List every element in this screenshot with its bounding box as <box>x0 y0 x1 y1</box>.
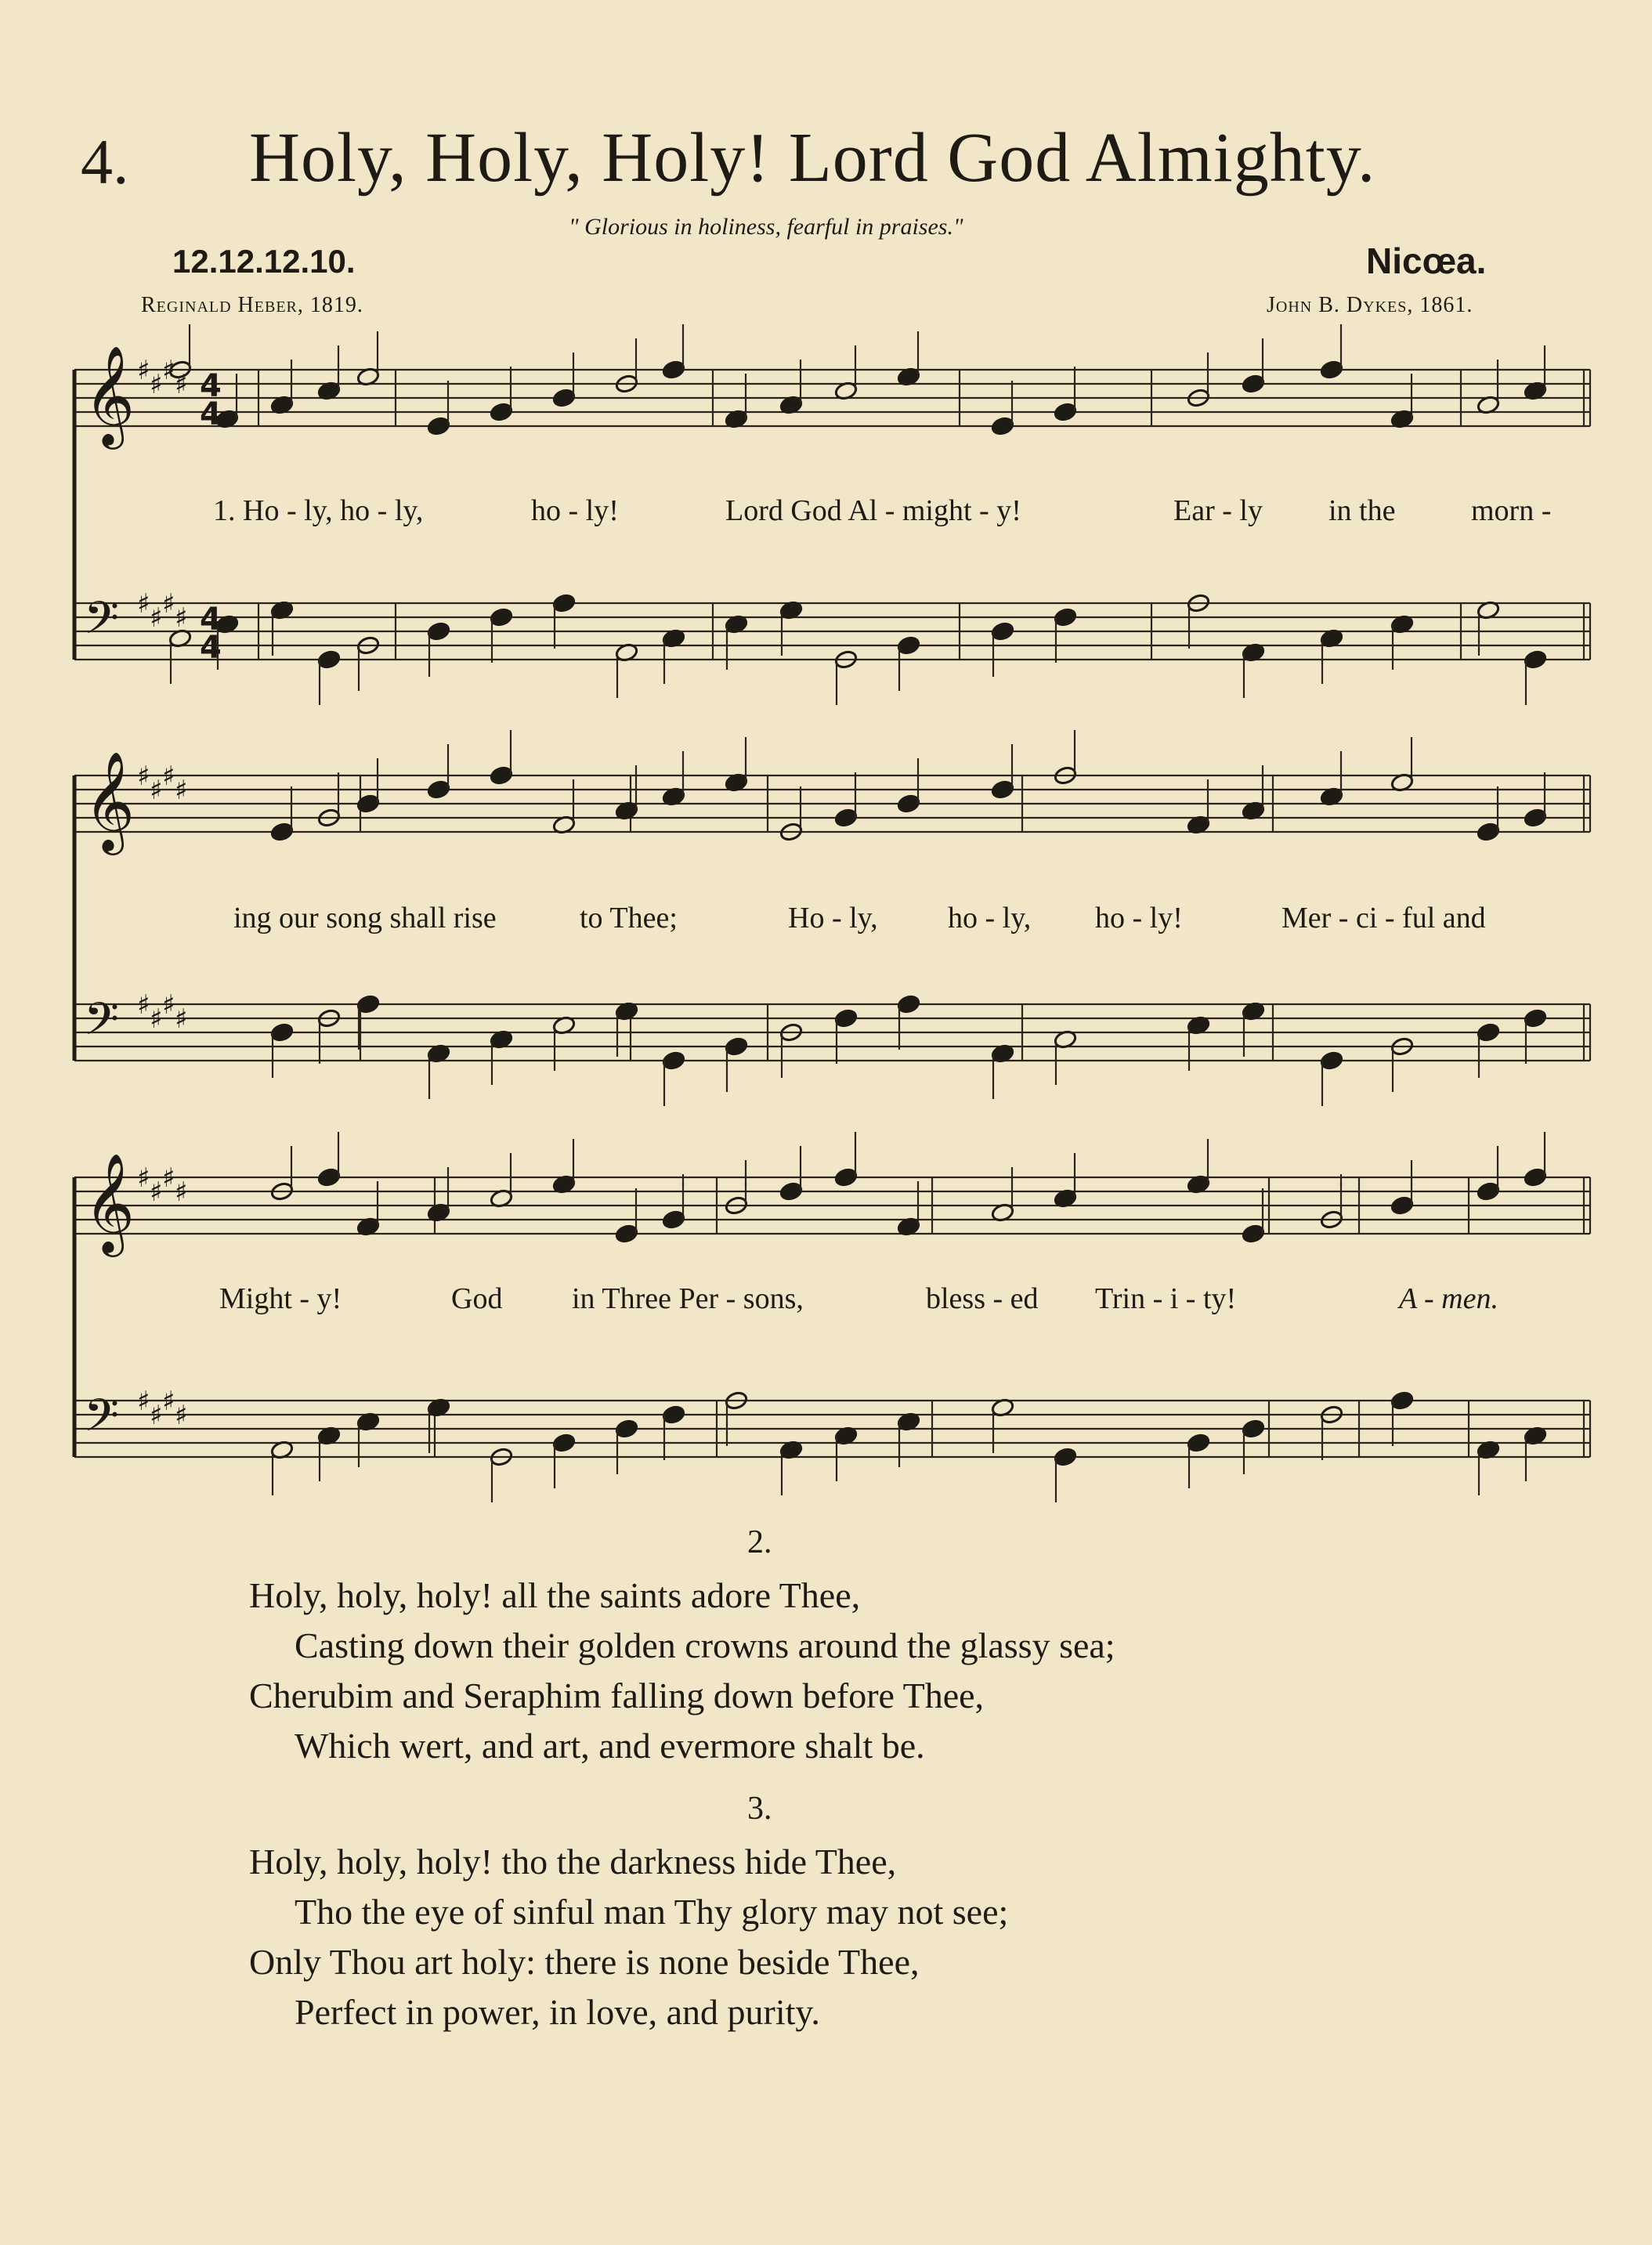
note-head <box>662 1050 686 1071</box>
note-head <box>834 1008 859 1029</box>
stanza-3-number: 3. <box>747 1791 772 1827</box>
tune-name: Nicœa. <box>1366 240 1487 281</box>
sharp-icon: ♯ <box>162 989 175 1021</box>
meter: 12.12.12.10. <box>172 243 356 280</box>
lyric-s2-2: to Thee; <box>580 902 678 935</box>
note-head <box>1524 808 1548 828</box>
lyric-s1-5: in the <box>1328 494 1396 527</box>
treble-clef-icon: 𝄞 <box>84 345 136 445</box>
lyric-s3-4: bless - ed <box>926 1282 1039 1315</box>
sharp-icon: ♯ <box>137 761 150 792</box>
note-head <box>662 1209 686 1230</box>
note-head <box>1477 822 1501 842</box>
stanza-2 <box>249 1571 1115 1771</box>
music-system-3 <box>74 1132 1590 1502</box>
sharp-icon: ♯ <box>162 761 175 792</box>
time-signature: 4 <box>200 630 222 666</box>
time-signature: 4 <box>200 396 222 432</box>
note-head <box>1242 1224 1266 1244</box>
stanza-2-line-2: Casting down their golden crowns around the glassy sea; <box>295 1625 1115 1665</box>
bass-clef-icon: 𝄢 <box>84 591 120 656</box>
lyric-s1-6: morn - <box>1471 494 1552 527</box>
sharp-icon: ♯ <box>162 588 175 620</box>
lyric-s1-3: Lord God Al - might - y! <box>725 494 1021 527</box>
note-head <box>897 994 921 1014</box>
note-head <box>897 794 921 814</box>
sharp-icon: ♯ <box>150 1400 163 1431</box>
note-head <box>834 1167 859 1188</box>
note-head <box>490 765 514 786</box>
time-signature: 4 <box>200 602 222 638</box>
note-head <box>1524 649 1548 670</box>
note-head <box>1242 1419 1266 1439</box>
note-head <box>1390 1390 1415 1411</box>
note-head <box>991 779 1015 800</box>
author: Reginald Heber, 1819. <box>141 293 363 317</box>
bass-staff-3 <box>74 1386 1590 1502</box>
sharp-icon: ♯ <box>175 369 188 400</box>
sharp-icon: ♯ <box>150 775 163 806</box>
stanza-2-line-4: Which wert, and art, and evermore shalt be. <box>295 1726 925 1766</box>
note-head <box>1320 1050 1344 1071</box>
sharp-icon: ♯ <box>137 1162 150 1194</box>
stanza-3-line-1: Holy, holy, holy! tho the darkness hide Thee, <box>249 1842 897 1882</box>
lyric-s2-1: ing our song shall rise <box>233 902 497 935</box>
sharp-icon: ♯ <box>137 588 150 620</box>
note-head <box>552 388 577 408</box>
note-head <box>615 1419 639 1439</box>
note-head <box>552 593 577 613</box>
note-head <box>317 649 342 670</box>
sharp-icon: ♯ <box>150 602 163 634</box>
note-head <box>991 621 1015 642</box>
sharp-icon: ♯ <box>175 602 188 634</box>
sharp-icon: ♯ <box>175 775 188 806</box>
lyric-s3-5: Trin - i - ty! <box>1095 1282 1237 1315</box>
lyric-s3-1: Might - y! <box>219 1282 342 1315</box>
note-head <box>1524 1008 1548 1029</box>
sharp-icon: ♯ <box>150 1003 163 1035</box>
note-head <box>897 635 921 656</box>
note-head <box>1320 360 1344 380</box>
sharp-icon: ♯ <box>175 1003 188 1035</box>
note-head <box>1477 1022 1501 1043</box>
note-head <box>834 808 859 828</box>
bass-clef-icon: 𝄢 <box>84 1389 120 1453</box>
note-head <box>662 360 686 380</box>
note-head <box>490 607 514 627</box>
composer: John B. Dykes, 1861. <box>1267 293 1473 317</box>
sharp-icon: ♯ <box>162 1386 175 1417</box>
lyric-s2-5: ho - ly! <box>1095 902 1183 935</box>
stanza-3 <box>249 1837 1008 2037</box>
note-head <box>991 416 1015 436</box>
sharp-icon: ♯ <box>137 989 150 1021</box>
lyric-s2-4: ho - ly, <box>948 902 1032 935</box>
note-head <box>270 822 295 842</box>
stanza-3-line-2: Tho the eye of sinful man Thy glory may not see; <box>295 1892 1009 1932</box>
note-head <box>1054 1447 1078 1467</box>
lyric-s2-6: Mer - ci - ful and <box>1281 902 1486 935</box>
note-head <box>662 1404 686 1425</box>
sharp-icon: ♯ <box>150 369 163 400</box>
treble-clef-icon: 𝄞 <box>84 750 136 851</box>
treble-staff-2 <box>74 730 1590 855</box>
note-head <box>490 402 514 422</box>
hymn-title: Holy, Holy, Holy! Lord God Almighty. <box>249 119 1376 197</box>
stanza-2-line-1: Holy, holy, holy! all the saints adore Thee, <box>249 1575 861 1615</box>
sharp-icon: ♯ <box>175 1177 188 1208</box>
note-head <box>427 779 451 800</box>
sharp-icon: ♯ <box>150 1177 163 1208</box>
epigraph: " Glorious in holiness, fearful in praises." <box>569 214 963 240</box>
lyric-s1-2: ho - ly! <box>531 494 619 527</box>
sharp-icon: ♯ <box>162 355 175 386</box>
note-head <box>427 416 451 436</box>
note-head <box>779 1181 804 1202</box>
time-signature: 4 <box>200 368 222 404</box>
note-head <box>1477 1181 1501 1202</box>
note-head <box>552 1433 577 1453</box>
note-head <box>1054 607 1078 627</box>
lyric-s3-6: A - men. <box>1399 1282 1498 1315</box>
stanza-3-line-4: Perfect in power, in love, and purity. <box>295 1992 820 2032</box>
note-head <box>1054 402 1078 422</box>
note-head <box>1390 1195 1415 1216</box>
note-head <box>725 1036 749 1057</box>
sharp-icon: ♯ <box>137 1386 150 1417</box>
note-head <box>1187 1433 1211 1453</box>
sharp-icon: ♯ <box>175 1400 188 1431</box>
hymn-number: 4. <box>81 126 129 197</box>
lyric-s3-3: in Three Per - sons, <box>572 1282 804 1315</box>
lyric-s1-4: Ear - ly <box>1173 494 1263 527</box>
lyric-s1-1: 1. Ho - ly, ho - ly, <box>213 494 424 527</box>
stanza-2-line-3: Cherubim and Seraphim falling down before Thee, <box>249 1676 985 1715</box>
bass-clef-icon: 𝄢 <box>84 992 120 1057</box>
treble-staff-1 <box>74 324 1590 450</box>
sharp-icon: ♯ <box>162 1162 175 1194</box>
note-head <box>615 1224 639 1244</box>
stanza-2-number: 2. <box>747 1524 772 1560</box>
lyric-s3-2: God <box>451 1282 503 1315</box>
bass-staff-2 <box>74 989 1590 1106</box>
note-head <box>1242 374 1266 394</box>
note-head <box>1524 1167 1548 1188</box>
note-head <box>427 621 451 642</box>
treble-clef-icon: 𝄞 <box>84 1152 136 1253</box>
note-head <box>317 1167 342 1188</box>
note-head <box>270 1022 295 1043</box>
stanza-3-line-3: Only Thou art holy: there is none beside Thee, <box>249 1942 920 1982</box>
treble-staff-3 <box>74 1132 1590 1257</box>
lyric-s2-3: Ho - ly, <box>788 902 878 935</box>
bass-staff-1 <box>74 588 1590 705</box>
sharp-icon: ♯ <box>137 355 150 386</box>
